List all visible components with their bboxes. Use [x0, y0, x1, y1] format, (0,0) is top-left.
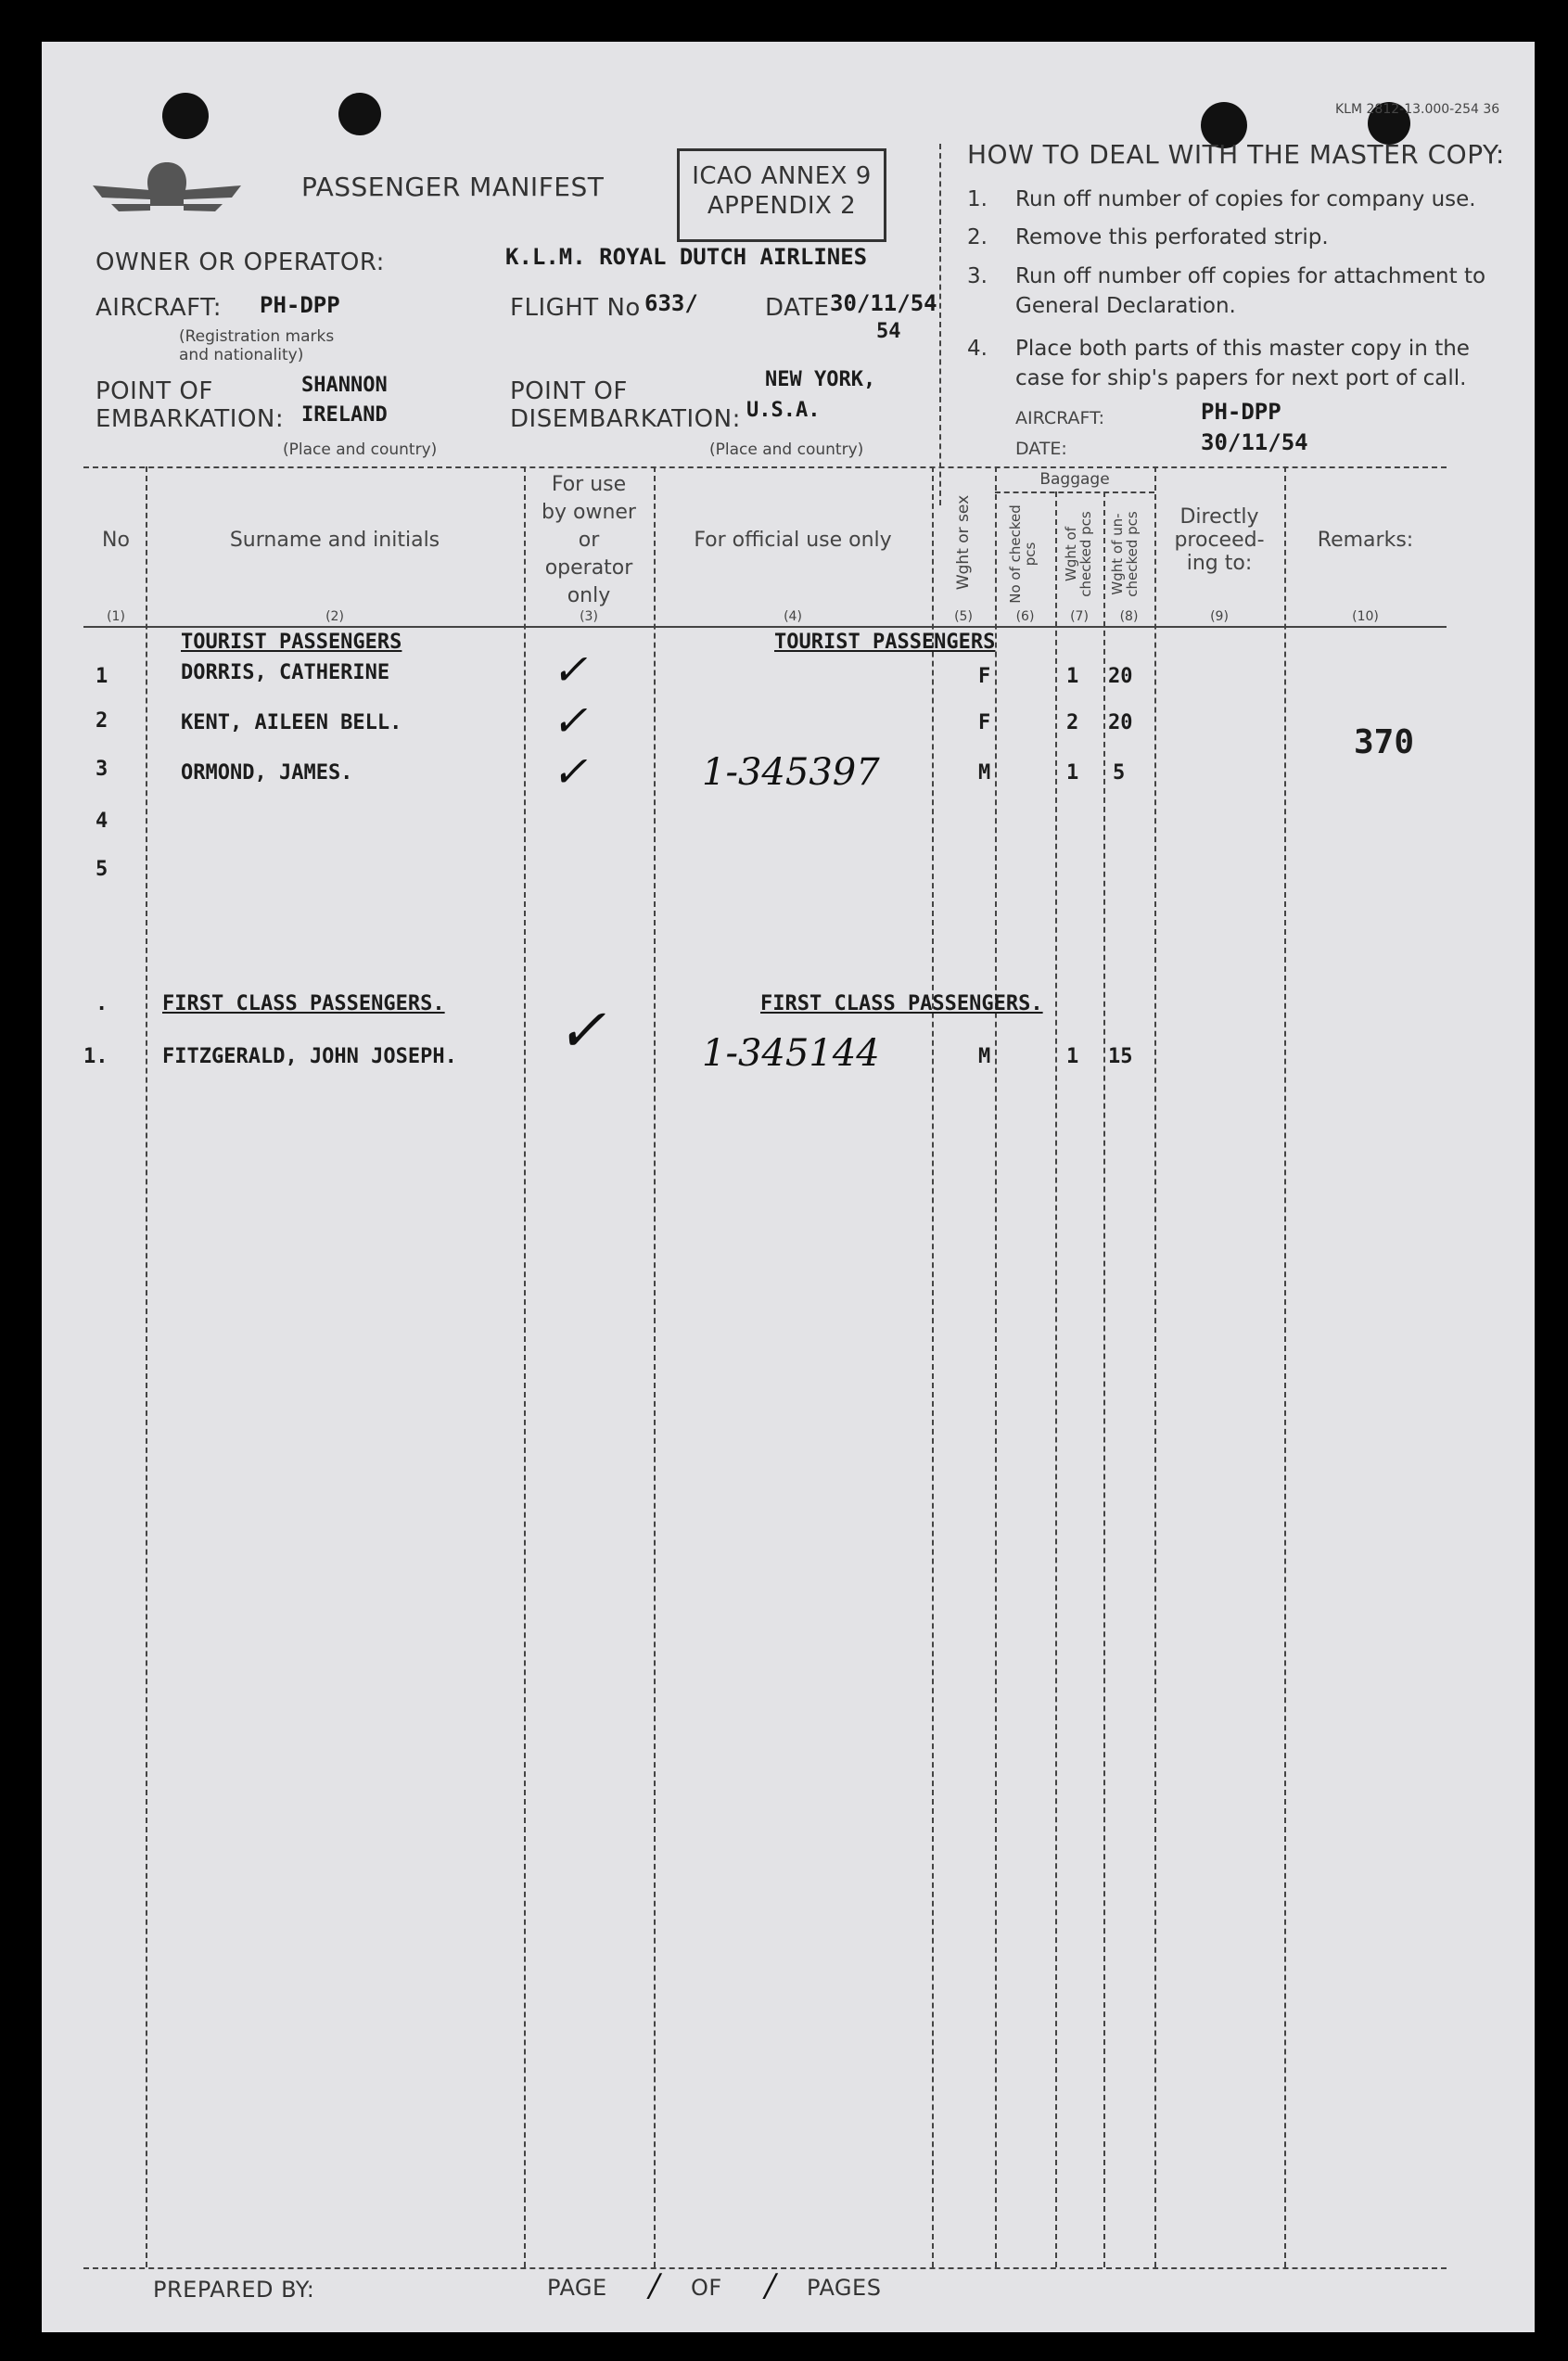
row-checkmark: ✓ — [552, 747, 588, 797]
row-name: DORRIS, CATHERINE — [181, 661, 390, 684]
icao-line2: APPENDIX 2 — [707, 192, 857, 220]
document-code: KLM 2812-13.000-254 36 — [1335, 102, 1500, 117]
icao-line1: ICAO ANNEX 9 — [692, 162, 872, 190]
row-official: 1-345397 — [702, 751, 880, 794]
disembark-value: NEW YORK, — [765, 368, 876, 391]
punch-hole — [338, 93, 381, 135]
instruction-text: Run off number of copies for company use. — [1015, 187, 1476, 211]
row-checkmark: ✓ — [552, 644, 588, 695]
instruction-text: Run off number off copies for attachment to — [1015, 264, 1486, 288]
remarks-value: 370 — [1354, 723, 1415, 761]
embark-label: EMBARKATION: — [96, 405, 285, 433]
column-divider — [995, 466, 997, 2267]
row-weight: 20 — [1108, 665, 1133, 688]
section-first: FIRST CLASS PASSENGERS. — [162, 992, 445, 1015]
embark-label: POINT OF — [96, 377, 213, 405]
row-no: . — [96, 992, 108, 1015]
col-official: For official use only — [694, 529, 892, 552]
column-divider — [524, 466, 526, 2267]
instruction-text: Remove this perforated strip. — [1015, 225, 1329, 249]
row-name: ORMOND, JAMES. — [181, 761, 353, 785]
column-divider — [932, 466, 934, 2267]
col-weight-unchecked: Wght of un-checked pcs — [1109, 511, 1141, 597]
strip-aircraft-label: AIRCRAFT: — [1015, 408, 1105, 428]
row-sex: M — [978, 1045, 991, 1068]
col-number: (2) — [325, 609, 344, 624]
col-directly: ing to: — [1186, 552, 1253, 575]
row-weight: 5 — [1113, 761, 1126, 785]
manifest-sheet — [42, 42, 1535, 2332]
col-owner: or — [578, 529, 600, 552]
row-no: 2 — [96, 709, 108, 733]
section-tourist: TOURIST PASSENGERS — [181, 631, 402, 654]
col-surname: Surname and initials — [229, 529, 440, 552]
col-owner: only — [567, 584, 611, 607]
column-divider — [146, 466, 147, 2267]
icao-box — [677, 148, 886, 242]
strip-date-value: 30/11/54 — [1201, 429, 1308, 455]
col-weight-checked: Wght of checked pcs — [1063, 511, 1094, 597]
row-weight: 20 — [1108, 711, 1133, 734]
instruction-text: Place both parts of this master copy in the — [1015, 337, 1470, 361]
embark-value: IRELAND — [301, 403, 388, 427]
column-divider — [1103, 491, 1105, 2267]
col-number: (3) — [580, 609, 598, 624]
pages-label: PAGES — [807, 2275, 882, 2301]
aircraft-value: PH-DPP — [260, 292, 340, 318]
date-value-extra: 54 — [876, 320, 901, 343]
col-number: (9) — [1210, 609, 1229, 624]
table-header-border — [83, 626, 1447, 628]
instruction-num: 4. — [967, 337, 988, 361]
col-no: No — [102, 529, 130, 552]
table-top-border — [83, 466, 1447, 468]
row-pcs: 1 — [1066, 1045, 1079, 1068]
col-remarks: Remarks: — [1317, 529, 1414, 552]
section-first-right: FIRST CLASS PASSENGERS. — [760, 992, 1043, 1015]
date-value: 30/11/54 — [830, 290, 937, 316]
row-no: 3 — [96, 758, 108, 781]
col-directly: Directly — [1179, 505, 1259, 529]
col-number: (7) — [1070, 609, 1089, 624]
row-no: 1. — [83, 1045, 108, 1068]
row-no: 4 — [96, 810, 108, 833]
section-tourist-right: TOURIST PASSENGERS — [774, 631, 996, 654]
col-checked-pcs: No of checked pcs — [1007, 504, 1039, 604]
instruction-num: 3. — [967, 264, 988, 288]
strip-aircraft-value: PH-DPP — [1201, 399, 1281, 425]
column-divider — [654, 466, 656, 2267]
instruction-text-cont: case for ship's papers for next port of call. — [1015, 366, 1467, 390]
punch-hole — [162, 93, 209, 139]
col-directly: proceed- — [1174, 529, 1265, 552]
row-sex: F — [978, 711, 991, 734]
row-pcs: 2 — [1066, 711, 1079, 734]
page-number: / — [649, 2267, 660, 2304]
owner-label: OWNER OR OPERATOR: — [96, 249, 385, 276]
col-number: (5) — [954, 609, 973, 624]
col-number: (8) — [1119, 609, 1139, 624]
disembark-label: DISEMBARKATION: — [510, 405, 741, 433]
row-name: FITZGERALD, JOHN JOSEPH. — [162, 1045, 457, 1068]
instruction-num: 1. — [967, 187, 988, 211]
registration-note: (Registration marks — [179, 327, 335, 346]
col-baggage: Baggage — [1039, 470, 1110, 489]
row-checkmark: ✓ — [552, 696, 588, 746]
klm-crown-logo — [93, 153, 241, 227]
owner-value: K.L.M. ROYAL DUTCH AIRLINES — [505, 244, 868, 270]
col-weight-sex: Wght or sex — [954, 494, 973, 591]
flight-label: FLIGHT No — [510, 294, 641, 322]
column-divider — [1284, 466, 1286, 2267]
perforation-line — [939, 144, 941, 505]
strip-date-label: DATE: — [1015, 439, 1067, 459]
row-sex: F — [978, 665, 991, 688]
instructions-heading: HOW TO DEAL WITH THE MASTER COPY: — [967, 139, 1505, 170]
baggage-divider — [995, 491, 1154, 493]
row-weight: 15 — [1108, 1045, 1133, 1068]
flight-value: 633/ — [644, 290, 698, 316]
place-note: (Place and country) — [283, 440, 438, 459]
place-note: (Place and country) — [709, 440, 864, 459]
instruction-text-cont: General Declaration. — [1015, 294, 1236, 318]
col-owner: For use — [551, 473, 627, 496]
row-pcs: 1 — [1066, 665, 1079, 688]
row-checkmark: ✓ — [556, 997, 606, 1066]
registration-note: and nationality) — [179, 346, 304, 364]
instruction-num: 2. — [967, 225, 988, 249]
aircraft-label: AIRCRAFT: — [96, 294, 222, 322]
col-number: (6) — [1015, 609, 1035, 624]
row-official: 1-345144 — [702, 1032, 880, 1075]
column-divider — [1055, 491, 1057, 2267]
row-name: KENT, AILEEN BELL. — [181, 711, 402, 734]
row-pcs: 1 — [1066, 761, 1079, 785]
embark-value: SHANNON — [301, 374, 388, 397]
page-title: PASSENGER MANIFEST — [301, 172, 605, 202]
prepared-by-label: PREPARED BY: — [153, 2277, 315, 2303]
disembark-label: POINT OF — [510, 377, 628, 405]
column-divider — [1154, 466, 1156, 2267]
date-label: DATE — [765, 294, 830, 322]
col-number: (4) — [784, 609, 802, 624]
row-no: 1 — [96, 665, 108, 688]
total-pages: / — [765, 2267, 776, 2304]
row-no: 5 — [96, 858, 108, 881]
col-number: (1) — [107, 609, 125, 624]
col-owner: operator — [544, 556, 633, 580]
col-owner: by owner — [542, 501, 636, 524]
of-label: OF — [691, 2275, 722, 2301]
disembark-value: U.S.A. — [746, 399, 821, 422]
row-sex: M — [978, 761, 991, 785]
col-number: (10) — [1352, 609, 1379, 624]
page-label: PAGE — [547, 2275, 607, 2301]
